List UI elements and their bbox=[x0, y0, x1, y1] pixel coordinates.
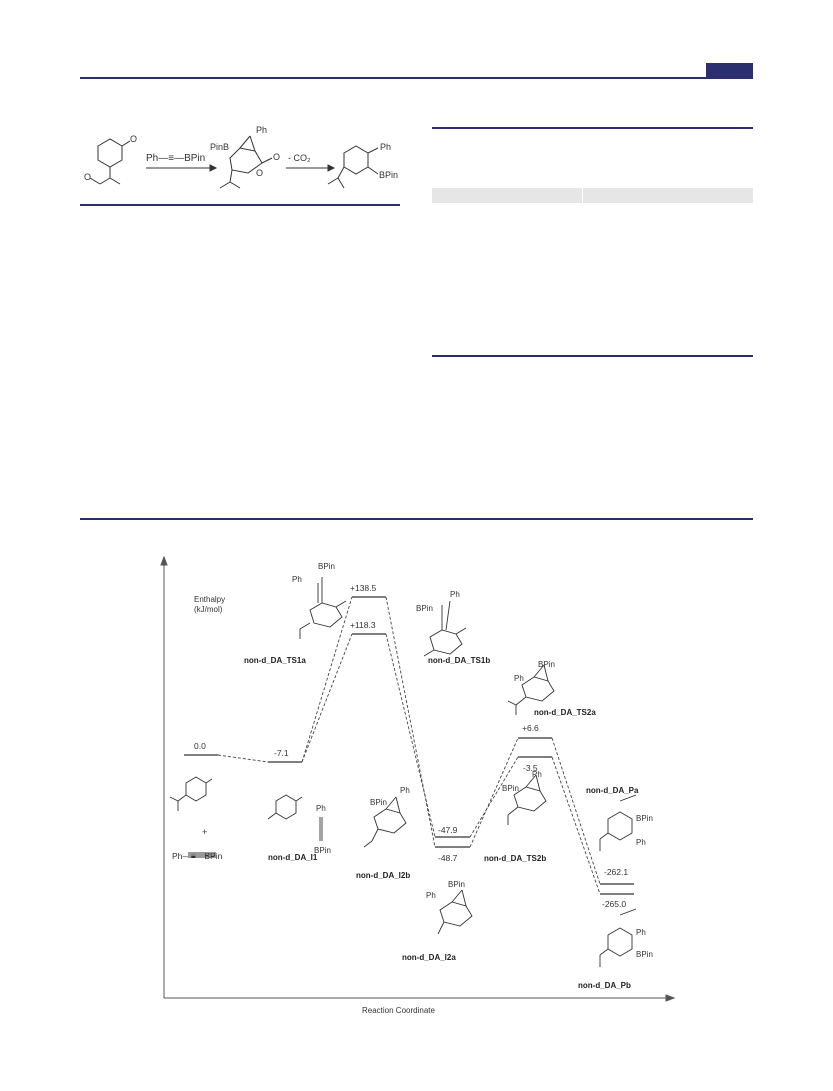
structure-pa bbox=[608, 812, 632, 840]
energy-profile-figure bbox=[150, 555, 680, 1020]
ts2a-bpin: BPin bbox=[538, 660, 555, 669]
energy-pa: -262.1 bbox=[604, 867, 629, 877]
scheme-ph-top: Ph bbox=[256, 125, 268, 135]
structure-i2b bbox=[374, 809, 406, 833]
energy-ts1a: +138.5 bbox=[350, 583, 377, 593]
table-bottom-rule bbox=[432, 355, 753, 357]
page-tab bbox=[706, 63, 753, 79]
energy-i2a: -48.7 bbox=[438, 853, 458, 863]
structure-i2a bbox=[440, 902, 472, 926]
label-i1: non-d_DA_I1 bbox=[268, 853, 318, 862]
label-ts1a: non-d_DA_TS1a bbox=[244, 656, 306, 665]
structure-pb bbox=[608, 928, 632, 956]
y-axis-label-2: (kJ/mol) bbox=[194, 605, 223, 614]
label-ts1b: non-d_DA_TS1b bbox=[428, 656, 491, 665]
x-axis-label: Reaction Coordinate bbox=[362, 1006, 435, 1015]
energy-ts2a: +6.6 bbox=[522, 723, 539, 733]
y-axis-label-1: Enthalpy bbox=[194, 595, 226, 604]
pb-ph: Ph bbox=[636, 928, 646, 937]
label-ts2b: non-d_DA_TS2b bbox=[484, 854, 547, 863]
label-i2a: non-d_DA_I2a bbox=[402, 953, 456, 962]
pb-bpin: BPin bbox=[636, 950, 653, 959]
ts2b-bpin: BPin bbox=[502, 784, 519, 793]
i2b-ph: Ph bbox=[400, 786, 410, 795]
header-rule bbox=[80, 77, 753, 79]
ts1b-bpin: BPin bbox=[416, 604, 433, 613]
reactant-alkyne-label: Ph—≡—BPin bbox=[172, 851, 223, 861]
figure-rule bbox=[80, 518, 753, 520]
i2a-ph: Ph bbox=[426, 891, 436, 900]
pa-bpin: BPin bbox=[636, 814, 653, 823]
scheme-product-bpin: BPin bbox=[379, 170, 399, 180]
reaction-scheme bbox=[80, 118, 410, 204]
ts1a-bpin: BPin bbox=[318, 562, 335, 571]
energy-i1: -7.1 bbox=[274, 748, 289, 758]
i1-ph: Ph bbox=[316, 804, 326, 813]
energy-start: 0.0 bbox=[194, 741, 206, 751]
energy-ts1b: +118.3 bbox=[350, 620, 376, 630]
reactant-plus: + bbox=[202, 827, 208, 837]
ts1b-ph: Ph bbox=[450, 590, 460, 599]
i2a-bpin: BPin bbox=[448, 880, 465, 889]
i2b-bpin: BPin bbox=[370, 798, 387, 807]
pa-ph: Ph bbox=[636, 838, 646, 847]
scheme-rule bbox=[80, 204, 400, 206]
scheme-ring-o: O bbox=[256, 168, 264, 178]
scheme-byproduct: - CO₂ bbox=[288, 153, 311, 163]
label-i2b: non-d_DA_I2b bbox=[356, 871, 411, 880]
table-header bbox=[432, 188, 753, 203]
energy-pb: -265.0 bbox=[602, 899, 627, 909]
structure-ts2a bbox=[522, 677, 554, 701]
ts1a-ph: Ph bbox=[292, 575, 302, 584]
ts2b-ph: Ph bbox=[532, 770, 542, 779]
energy-i2b: -47.9 bbox=[438, 825, 458, 835]
ts2a-ph: Ph bbox=[514, 674, 524, 683]
scheme-pinb: PinB bbox=[210, 142, 230, 152]
scheme-pyranone-carbonyl: O bbox=[130, 134, 138, 144]
table-column-separator bbox=[582, 188, 583, 203]
structure-i1 bbox=[276, 795, 296, 819]
scheme-reagent: Ph—≡—BPin bbox=[146, 153, 206, 164]
label-pb: non-d_DA_Pb bbox=[578, 981, 631, 990]
scheme-product-ph: Ph bbox=[380, 142, 392, 152]
scheme-ester-o: O bbox=[84, 172, 92, 182]
i1-bpin: BPin bbox=[314, 846, 331, 855]
label-ts2a: non-d_DA_TS2a bbox=[534, 708, 596, 717]
energy-ts2b: -3.5 bbox=[523, 763, 538, 773]
structure-pyranone bbox=[186, 777, 206, 801]
label-pa: non-d_DA_Pa bbox=[586, 786, 639, 795]
scheme-bicyclic-carbonyl: O bbox=[273, 152, 281, 162]
table-top-rule bbox=[432, 127, 753, 129]
